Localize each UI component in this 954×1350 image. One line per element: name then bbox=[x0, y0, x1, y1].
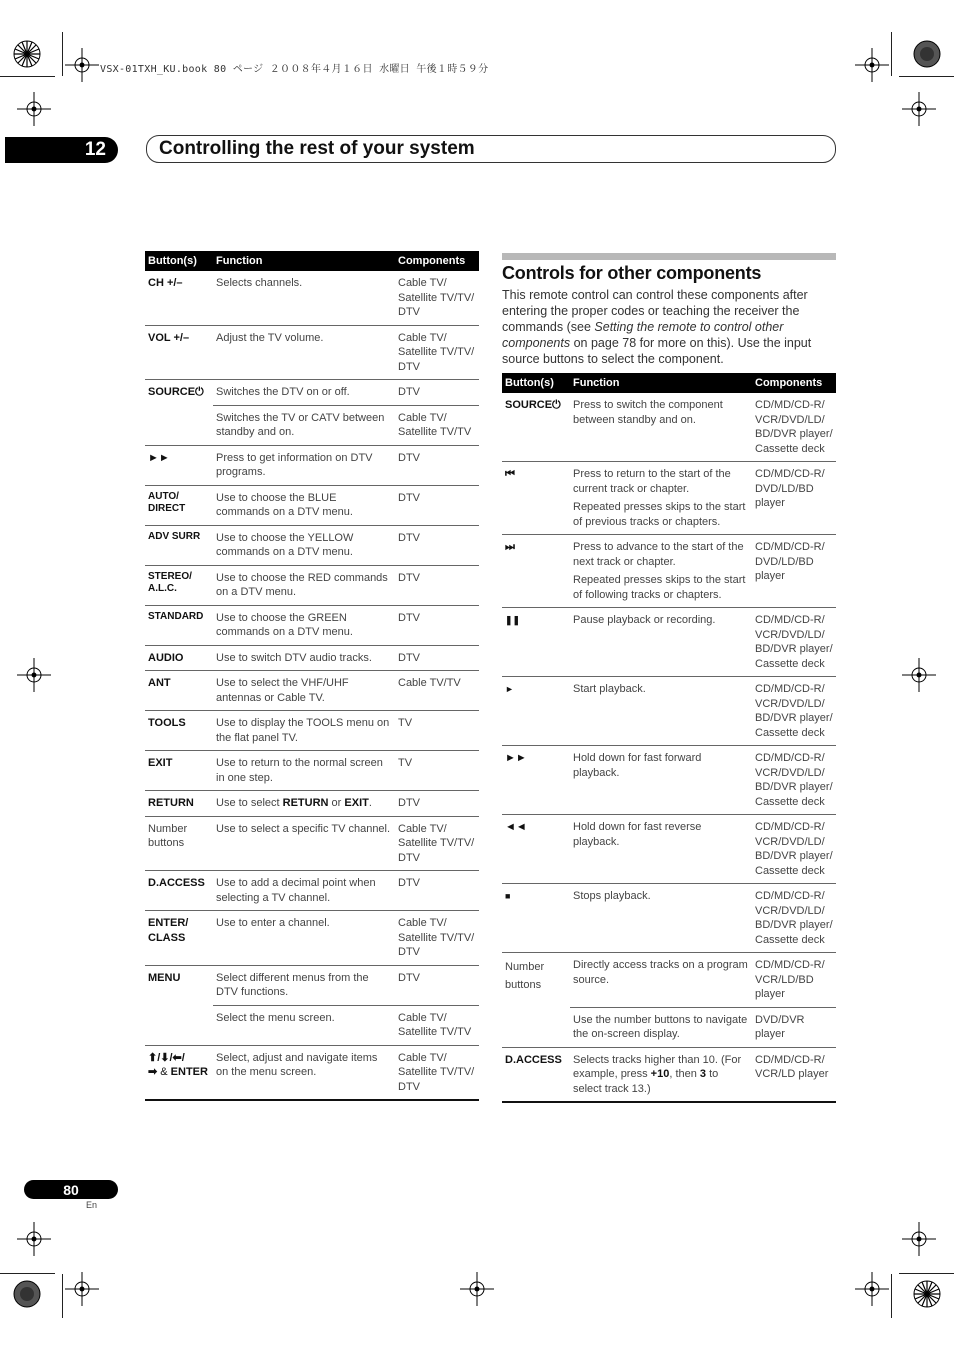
table-row bbox=[145, 791, 479, 817]
table-row bbox=[145, 485, 479, 525]
function-cell: Use to switch DTV audio tracks. bbox=[213, 645, 395, 671]
function-cell: Selects channels. bbox=[216, 277, 303, 289]
registration-crosshair-icon bbox=[460, 1272, 494, 1306]
components-cell: DVD/DVR player bbox=[752, 1007, 836, 1047]
components-cell: DTV bbox=[395, 525, 479, 565]
color-rosette-icon bbox=[13, 1280, 41, 1308]
crop-mark bbox=[0, 76, 55, 77]
column-header: Components bbox=[752, 373, 836, 393]
components-cell: TV bbox=[395, 711, 479, 751]
table-row bbox=[502, 746, 836, 815]
button-cell: SOURCE⏻ bbox=[505, 399, 561, 411]
components-cell: DTV bbox=[395, 791, 479, 817]
crop-mark bbox=[0, 1273, 55, 1274]
button-cell: SOURCE⏻ bbox=[145, 380, 213, 446]
cursor-arrows-icon: ⬆/⬇/⬅/ bbox=[148, 1051, 185, 1064]
components-cell: Cable TV/ Satellite TV/TV bbox=[395, 1005, 479, 1045]
pause-icon: ❚❚ bbox=[502, 608, 570, 677]
components-cell: DTV bbox=[395, 485, 479, 525]
components-cell: Cable TV/ Satellite TV/TV/ DTV bbox=[395, 911, 479, 966]
function-cell: Select the menu screen. bbox=[213, 1005, 395, 1045]
function-cell: Use to choose the BLUE commands on a DTV menu. bbox=[213, 485, 395, 525]
function-cell: Select, adjust and navigate items on the menu screen. bbox=[213, 1045, 395, 1100]
table-row bbox=[145, 271, 479, 325]
button-cell: TOOLS bbox=[145, 711, 213, 751]
function-cell: Press to return to the start of the current track or chapter. Repeated presses skips to the start of previous tracks or chapters. bbox=[570, 462, 752, 535]
components-cell: DTV bbox=[395, 565, 479, 605]
table-row bbox=[145, 751, 479, 791]
registration-crosshair-icon bbox=[855, 1272, 889, 1306]
button-cell: STEREO/ A.L.C. bbox=[145, 565, 213, 605]
components-cell: Cable TV/TV bbox=[395, 671, 479, 711]
button-cell: D.ACCESS bbox=[502, 1047, 570, 1102]
registration-crosshair-icon bbox=[17, 1222, 51, 1256]
components-cell: CD/MD/CD-R/ VCR/DVD/LD/ BD/DVR player/ Cassette deck bbox=[752, 746, 836, 815]
crop-mark bbox=[899, 1273, 954, 1274]
color-rosette-icon bbox=[913, 1280, 941, 1308]
section-title: Controls for other components bbox=[502, 263, 762, 283]
crop-mark bbox=[891, 1274, 892, 1318]
language-code: En bbox=[86, 1200, 98, 1210]
function-cell: Switches the TV or CATV between standby and on. bbox=[213, 405, 395, 445]
function-cell: Directly access tracks on a program source. bbox=[570, 953, 752, 1008]
fast-forward-icon: ►► bbox=[502, 746, 570, 815]
components-cell: Cable TV/ Satellite TV/TV bbox=[395, 405, 479, 445]
function-cell: Switches the DTV on or off. bbox=[213, 380, 395, 406]
rewind-icon: ◄◄ bbox=[502, 815, 570, 884]
components-cell: CD/MD/CD-R/ VCR/DVD/LD/ BD/DVR player/ Cassette deck bbox=[752, 608, 836, 677]
crop-mark bbox=[899, 76, 954, 77]
components-cell: Cable TV/ Satellite TV/TV/ DTV bbox=[395, 816, 479, 871]
table-header-row bbox=[502, 373, 836, 393]
components-cell: DTV bbox=[395, 605, 479, 645]
components-cell: DTV bbox=[395, 645, 479, 671]
components-cell: Cable TV/ Satellite TV/TV/ DTV bbox=[395, 1045, 479, 1100]
other-components-table bbox=[502, 373, 836, 1103]
button-cell: D.ACCESS bbox=[145, 871, 213, 911]
table-row bbox=[145, 525, 479, 565]
components-cell: TV bbox=[395, 751, 479, 791]
function-cell: Press to advance to the start of the next track or chapter. Repeated presses skips to the start of following tracks or chapters. bbox=[570, 535, 752, 608]
registration-crosshair-icon bbox=[65, 48, 99, 82]
button-cell: AUTO/ DIRECT bbox=[145, 485, 213, 525]
components-cell: Cable TV/ Satellite TV/TV/ DTV bbox=[398, 277, 475, 318]
function-cell: Adjust the TV volume. bbox=[213, 325, 395, 380]
button-cell: ANT bbox=[145, 671, 213, 711]
components-cell: CD/MD/CD-R/ DVD/LD/BD player bbox=[752, 462, 836, 535]
table-row bbox=[502, 393, 836, 462]
button-cell: Number buttons bbox=[145, 816, 213, 871]
skip-back-icon: ⏮ bbox=[502, 462, 570, 535]
button-cell: ENTER/ CLASS bbox=[145, 911, 213, 966]
function-cell: Press to get information on DTV programs. bbox=[213, 445, 395, 485]
table-row bbox=[145, 816, 479, 871]
function-cell: Hold down for fast forward playback. bbox=[570, 746, 752, 815]
column-header: Components bbox=[395, 251, 479, 271]
button-cell: MENU bbox=[145, 965, 213, 1045]
function-cell: Use to choose the GREEN commands on a DTV menu. bbox=[213, 605, 395, 645]
components-cell: CD/MD/CD-R/ VCR/DVD/LD/ BD/DVR player/ Cassette deck bbox=[752, 815, 836, 884]
function-cell: Use to select RETURN or EXIT. bbox=[213, 791, 395, 817]
table-row bbox=[502, 953, 836, 1008]
button-cell: RETURN bbox=[145, 791, 213, 817]
button-cell: Number buttons bbox=[502, 953, 570, 1048]
page-number: 80 bbox=[24, 1180, 118, 1199]
chapter-title: Controlling the rest of your system bbox=[146, 135, 836, 163]
table-row bbox=[145, 325, 479, 380]
table-row bbox=[145, 911, 479, 966]
table-row bbox=[145, 645, 479, 671]
table-row bbox=[145, 965, 479, 1005]
function-cell: Stops playback. bbox=[570, 884, 752, 953]
color-rosette-icon bbox=[913, 40, 941, 68]
button-cell: CH +/– bbox=[148, 277, 183, 289]
table-row bbox=[502, 884, 836, 953]
registration-crosshair-icon bbox=[17, 92, 51, 126]
function-cell: Select different menus from the DTV functions. bbox=[213, 965, 395, 1005]
chapter-number-tab: 12 bbox=[5, 137, 118, 163]
crop-mark bbox=[891, 32, 892, 76]
function-cell: Use to add a decimal point when selecting a TV channel. bbox=[213, 871, 395, 911]
table-row bbox=[145, 565, 479, 605]
fast-forward-icon: ►► bbox=[145, 445, 213, 485]
print-header: VSX-01TXH_KU.book 80 ページ ２００８年４月１６日 水曜日 午後１時５９分 bbox=[100, 64, 489, 75]
column-header: Button(s) bbox=[502, 373, 570, 393]
components-cell: DTV bbox=[395, 380, 479, 406]
function-cell: Press to switch the component between standby and on. bbox=[573, 399, 723, 426]
components-cell: CD/MD/CD-R/ VCR/LD/BD player bbox=[752, 953, 836, 1008]
components-cell: Cable TV/ Satellite TV/TV/ DTV bbox=[395, 325, 479, 380]
function-cell: Hold down for fast reverse playback. bbox=[570, 815, 752, 884]
components-cell: CD/MD/CD-R/ DVD/LD/BD player bbox=[752, 535, 836, 608]
right-arrow-icon: ➡ bbox=[148, 1066, 158, 1078]
stop-icon: ■ bbox=[502, 884, 570, 953]
registration-crosshair-icon bbox=[902, 1222, 936, 1256]
table-row bbox=[502, 535, 836, 608]
section-divider-bar bbox=[502, 253, 836, 260]
button-cell: EXIT bbox=[145, 751, 213, 791]
table-row bbox=[145, 380, 479, 406]
function-cell: Use to select a specific TV channel. bbox=[213, 816, 395, 871]
function-cell: Use to enter a channel. bbox=[213, 911, 395, 966]
table-row bbox=[502, 608, 836, 677]
table-row bbox=[502, 1047, 836, 1102]
components-cell: CD/MD/CD-R/ VCR/DVD/LD/ BD/DVR player/ Cassette deck bbox=[752, 884, 836, 953]
function-cell: Use to choose the YELLOW commands on a DTV menu. bbox=[213, 525, 395, 565]
skip-forward-icon: ⏭ bbox=[502, 535, 570, 608]
registration-crosshair-icon bbox=[65, 1272, 99, 1306]
button-cell: VOL +/– bbox=[145, 325, 213, 380]
function-cell: Use to display the TOOLS menu on the flat panel TV. bbox=[213, 711, 395, 751]
button-cell: STANDARD bbox=[145, 605, 213, 645]
table-row bbox=[502, 815, 836, 884]
function-cell: Use the number buttons to navigate the on-screen display. bbox=[570, 1007, 752, 1047]
color-rosette-icon bbox=[13, 40, 41, 68]
dtv-button-table bbox=[145, 251, 479, 1101]
function-cell: Use to choose the RED commands on a DTV menu. bbox=[213, 565, 395, 605]
table-row bbox=[145, 605, 479, 645]
table-row bbox=[145, 871, 479, 911]
components-cell: DTV bbox=[395, 871, 479, 911]
function-cell: Start playback. bbox=[570, 677, 752, 746]
table-row bbox=[145, 671, 479, 711]
play-icon: ► bbox=[502, 677, 570, 746]
table-row bbox=[145, 711, 479, 751]
components-cell: DTV bbox=[395, 965, 479, 1005]
function-cell: Pause playback or recording. bbox=[570, 608, 752, 677]
button-cell: ADV SURR bbox=[145, 525, 213, 565]
column-header: Button(s) bbox=[145, 251, 213, 271]
table-row bbox=[502, 677, 836, 746]
table-row bbox=[502, 462, 836, 535]
table-row bbox=[145, 445, 479, 485]
registration-crosshair-icon bbox=[902, 658, 936, 692]
components-cell: CD/MD/CD-R/ VCR/LD player bbox=[752, 1047, 836, 1102]
function-cell: Use to select the VHF/UHF antennas or Cable TV. bbox=[213, 671, 395, 711]
button-cell: AUDIO bbox=[145, 645, 213, 671]
registration-crosshair-icon bbox=[17, 658, 51, 692]
components-cell: CD/MD/CD-R/ VCR/DVD/LD/ BD/DVR player/ Cassette deck bbox=[752, 677, 836, 746]
column-header: Function bbox=[570, 373, 752, 393]
function-cell: Use to return to the normal screen in one step. bbox=[213, 751, 395, 791]
table-row bbox=[145, 1045, 479, 1100]
crop-mark bbox=[62, 32, 63, 76]
column-header: Function bbox=[213, 251, 395, 271]
components-cell: CD/MD/CD-R/ VCR/DVD/LD/ BD/DVR player/ Cassette deck bbox=[755, 399, 833, 455]
components-cell: DTV bbox=[395, 445, 479, 485]
registration-crosshair-icon bbox=[855, 48, 889, 82]
arrow-buttons-cell: ⬆/⬇/⬅/ ➡ & ENTER bbox=[145, 1045, 213, 1100]
table-header-row bbox=[145, 251, 479, 271]
crop-mark bbox=[62, 1274, 63, 1318]
section-intro: This remote control can control these components after entering the proper codes or teaching the receiver the commands (see Setting the remote to control other components on page 78 for more on this). Use the input source buttons to select the component. bbox=[502, 288, 812, 366]
registration-crosshair-icon bbox=[902, 92, 936, 126]
function-cell: Selects tracks higher than 10. (For example, press +10, then 3 to select track 13.) bbox=[570, 1047, 752, 1102]
